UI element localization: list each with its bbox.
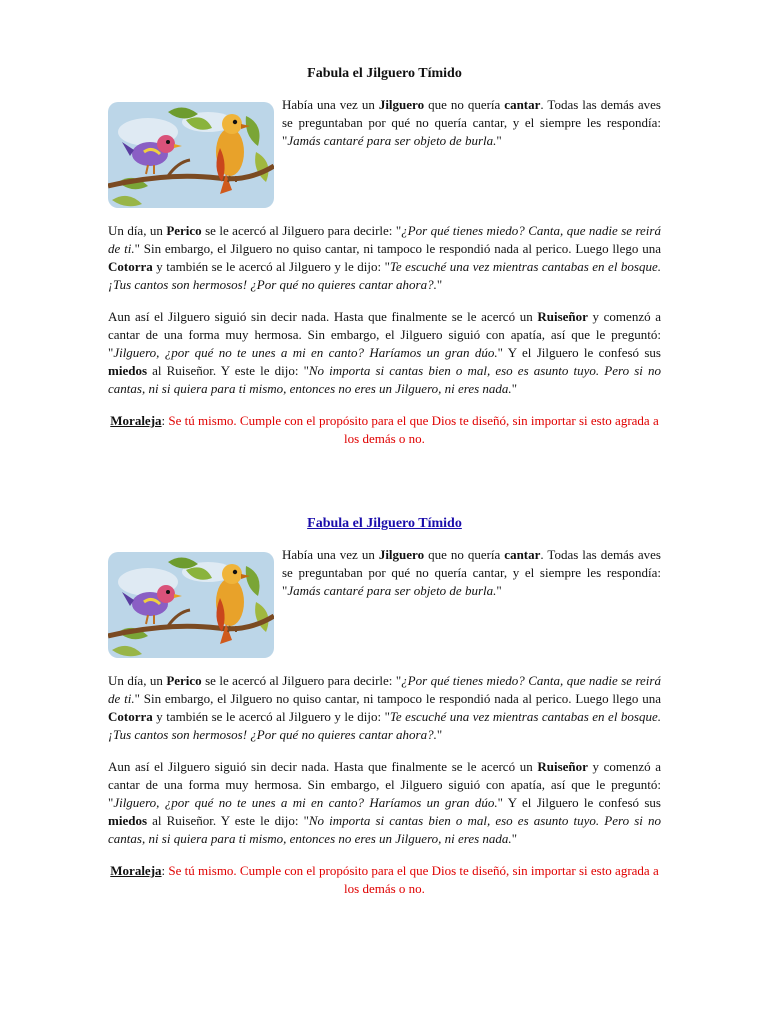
fable-title: Fabula el Jilguero Tímido xyxy=(307,66,462,81)
moral-text: Se tú mismo. Cumple con el propósito para el que Dios te diseñó, sin importar si esto agrada a los demás o no. xyxy=(165,413,659,446)
story-paragraph xyxy=(108,308,661,398)
text-run: y también se le acercó al Jilguero y le dijo: " xyxy=(152,709,390,724)
bold-term: miedos xyxy=(108,363,147,378)
bold-term: Cotorra xyxy=(108,259,153,274)
bold-term: Ruiseñor xyxy=(537,309,588,324)
quoted-speech: No importa si cantas bien o mal, eso es asunto tuyo. Pero si no cantas, ni si quiera para ti mismo, entonces no eres un Jilguero, ni eres nada. xyxy=(108,363,662,396)
bird-illustration-icon xyxy=(108,552,274,658)
quoted-speech: ¿Por qué tienes miedo? Canta, que nadie se reirá de ti. xyxy=(108,673,661,706)
bird-illustration-icon xyxy=(108,102,274,208)
quoted-speech: Jamás cantaré para ser objeto de burla. xyxy=(287,133,497,148)
moral-label: Moraleja xyxy=(110,413,162,428)
intro-paragraph xyxy=(282,546,661,600)
fable-section-2 xyxy=(108,514,661,898)
bold-term: Jilguero xyxy=(378,547,425,562)
fable-title-link[interactable]: Fabula el Jilguero Tímido xyxy=(307,516,462,531)
text-run: al Ruiseñor. Y este le dijo: " xyxy=(147,813,309,828)
moral-label: Moraleja xyxy=(110,863,162,878)
bold-term: Cotorra xyxy=(108,709,153,724)
text-run: " Y el Jilguero le confesó sus xyxy=(497,345,661,360)
text-run: Aun así el Jilguero siguió sin decir nada. Hasta que finalmente se le acercó un xyxy=(108,309,538,324)
text-run: se le acercó al Jilguero para decirle: " xyxy=(201,673,402,688)
intro-row xyxy=(108,546,661,658)
moral-paragraph xyxy=(108,862,661,898)
bold-term: miedos xyxy=(108,813,147,828)
text-run: Había una vez un xyxy=(282,97,379,112)
quoted-speech: ¿Por qué tienes miedo? Canta, que nadie se reirá de ti. xyxy=(108,223,661,256)
bold-term: Ruiseñor xyxy=(537,759,588,774)
text-run: . Todas las demás aves se preguntaban por qué no quería cantar, y el siempre les respondía: " xyxy=(282,547,661,598)
quoted-speech: No importa si cantas bien o mal, eso es asunto tuyo. Pero si no cantas, ni si quiera para ti mismo, entonces no eres un Jilguero, ni eres nada. xyxy=(108,813,662,846)
story-paragraph xyxy=(108,672,661,744)
moral-colon: : xyxy=(161,413,166,428)
bold-term: cantar xyxy=(504,547,541,562)
moral-colon: : xyxy=(161,863,166,878)
bold-term: Perico xyxy=(166,223,202,238)
text-run: Había una vez un xyxy=(282,547,379,562)
text-run: que no quería xyxy=(424,547,505,562)
text-run: y comenzó a cantar de una forma muy hermosa. Sin embargo, el Jilguero siguió con apatía, así que le preguntó: " xyxy=(108,759,661,810)
text-run: " Sin embargo, el Jilguero no quiso cantar, ni tampoco le respondió nada al perico. Luego llego una xyxy=(134,691,662,706)
bold-term: Jilguero xyxy=(378,97,425,112)
text-run: " xyxy=(511,831,517,846)
text-run: " Sin embargo, el Jilguero no quiso cantar, ni tampoco le respondió nada al perico. Luego llego una xyxy=(134,241,662,256)
text-run: " xyxy=(436,727,443,742)
text-run: que no quería xyxy=(424,97,505,112)
text-run: y también se le acercó al Jilguero y le dijo: " xyxy=(152,259,390,274)
quoted-speech: Jilguero, ¿por qué no te unes a mi en canto? Haríamos un gran dúo. xyxy=(113,795,498,810)
text-run: . Todas las demás aves se preguntaban por qué no quería cantar, y el siempre les respondía: " xyxy=(282,97,661,148)
quoted-speech: Te escuché una vez mientras cantabas en el bosque. ¡Tus cantos son hermosos! ¿Por qué no quieres cantar ahora?. xyxy=(108,259,661,292)
text-run: Un día, un xyxy=(108,223,167,238)
quoted-speech: Te escuché una vez mientras cantabas en el bosque. ¡Tus cantos son hermosos! ¿Por qué no quieres cantar ahora?. xyxy=(108,709,661,742)
quoted-speech: Jamás cantaré para ser objeto de burla. xyxy=(287,583,497,598)
story-paragraph xyxy=(108,758,661,848)
text-run: y comenzó a cantar de una forma muy hermosa. Sin embargo, el Jilguero siguió con apatía, así que le preguntó: " xyxy=(108,309,661,360)
intro-row xyxy=(108,96,661,208)
fable-section-1 xyxy=(108,64,661,448)
text-run: " Y el Jilguero le confesó sus xyxy=(497,795,661,810)
intro-paragraph xyxy=(282,96,661,150)
text-run: " xyxy=(496,133,502,148)
text-run: se le acercó al Jilguero para decirle: " xyxy=(201,223,402,238)
moral-paragraph xyxy=(108,412,661,448)
text-run: Aun así el Jilguero siguió sin decir nada. Hasta que finalmente se le acercó un xyxy=(108,759,538,774)
bold-term: cantar xyxy=(504,97,541,112)
text-run: " xyxy=(496,583,502,598)
moral-text: Se tú mismo. Cumple con el propósito para el que Dios te diseñó, sin importar si esto agrada a los demás o no. xyxy=(165,863,659,896)
text-run: al Ruiseñor. Y este le dijo: " xyxy=(147,363,309,378)
text-run: " xyxy=(436,277,443,292)
bold-term: Perico xyxy=(166,673,202,688)
text-run: " xyxy=(511,381,517,396)
story-paragraph xyxy=(108,222,661,294)
text-run: Un día, un xyxy=(108,673,167,688)
quoted-speech: Jilguero, ¿por qué no te unes a mi en canto? Haríamos un gran dúo. xyxy=(113,345,498,360)
